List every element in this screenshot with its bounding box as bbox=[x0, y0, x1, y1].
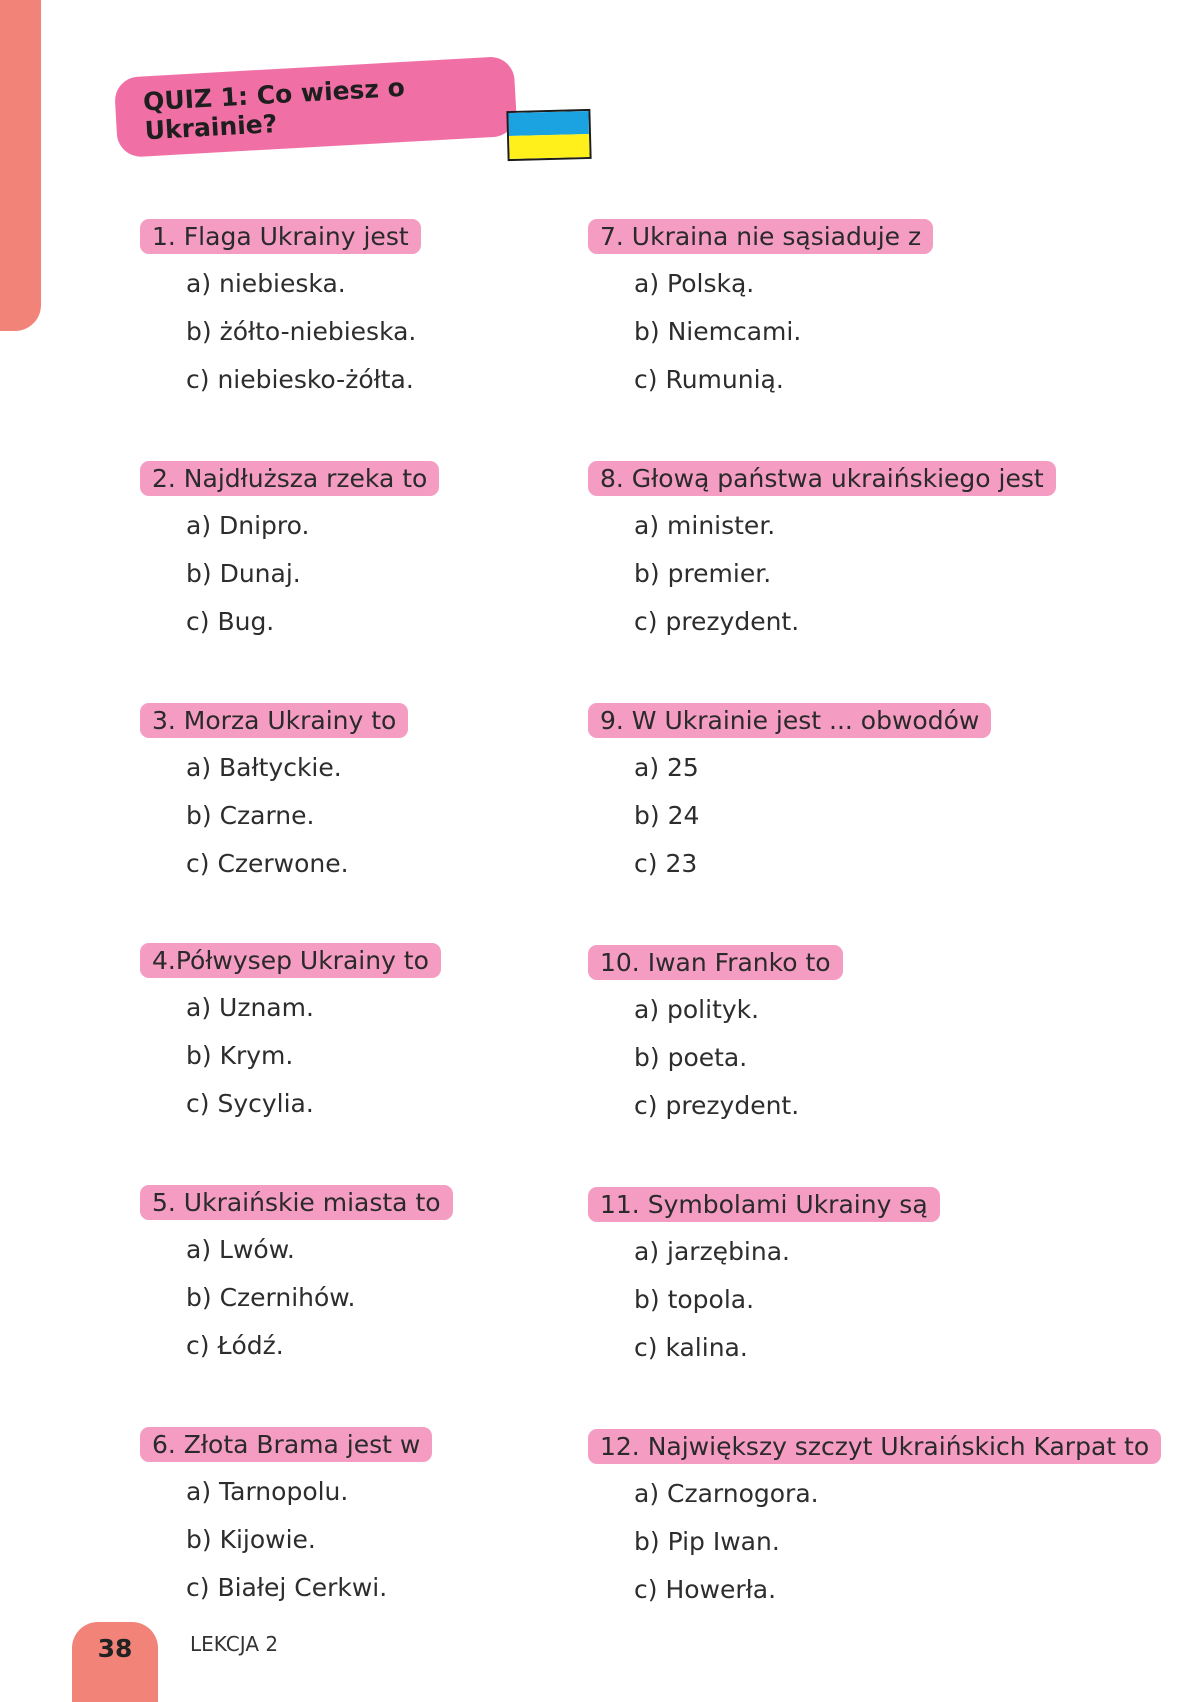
question-label: 7. Ukraina nie sąsiaduje z bbox=[588, 219, 933, 254]
option-a: a) Dnipro. bbox=[186, 511, 310, 540]
option-a: a) polityk. bbox=[634, 995, 760, 1024]
option-c: c) niebiesko-żółta. bbox=[186, 365, 414, 394]
option-c: c) Rumunią. bbox=[634, 365, 784, 394]
option-c: c) 23 bbox=[634, 849, 698, 878]
option-a: a) Lwów. bbox=[186, 1235, 295, 1264]
option-b: b) żółto-niebieska. bbox=[186, 317, 417, 346]
question-label: 12. Największy szczyt Ukraińskich Karpat to bbox=[588, 1429, 1161, 1464]
option-b: b) Krym. bbox=[186, 1041, 294, 1070]
option-b: b) topola. bbox=[634, 1285, 755, 1314]
question-label: 3. Morza Ukrainy to bbox=[140, 703, 408, 738]
option-c: c) Łódź. bbox=[186, 1331, 284, 1360]
question-label: 9. W Ukrainie jest ... obwodów bbox=[588, 703, 991, 738]
option-c: c) Howerła. bbox=[634, 1575, 777, 1604]
option-c: c) kalina. bbox=[634, 1333, 748, 1362]
option-b: b) Pip Iwan. bbox=[634, 1527, 780, 1556]
quiz-title: QUIZ 1: Co wiesz o Ukrainie? bbox=[142, 72, 406, 146]
option-b: b) 24 bbox=[634, 801, 700, 830]
question-label: 4.Półwysep Ukrainy to bbox=[140, 943, 441, 978]
option-b: b) premier. bbox=[634, 559, 772, 588]
option-a: a) Tarnopolu. bbox=[186, 1477, 349, 1506]
page-number: 38 bbox=[97, 1634, 133, 1663]
page-number-tab bbox=[72, 1622, 158, 1702]
option-a: a) Czarnogora. bbox=[634, 1479, 819, 1508]
option-c: c) Bug. bbox=[186, 607, 275, 636]
option-a: a) Polską. bbox=[634, 269, 755, 298]
option-c: c) prezydent. bbox=[634, 1091, 800, 1120]
option-b: b) poeta. bbox=[634, 1043, 748, 1072]
option-b: b) Czarne. bbox=[186, 801, 315, 830]
question-label: 2. Najdłuższa rzeka to bbox=[140, 461, 439, 496]
option-b: b) Czernihów. bbox=[186, 1283, 356, 1312]
question-label: 11. Symbolami Ukrainy są bbox=[588, 1187, 940, 1222]
option-c: c) Czerwone. bbox=[186, 849, 349, 878]
option-b: b) Niemcami. bbox=[634, 317, 802, 346]
question-label: 8. Głową państwa ukraińskiego jest bbox=[588, 461, 1056, 496]
question-label: 6. Złota Brama jest w bbox=[140, 1427, 432, 1462]
option-b: b) Dunaj. bbox=[186, 559, 301, 588]
option-a: a) Uznam. bbox=[186, 993, 314, 1022]
option-c: c) Sycylia. bbox=[186, 1089, 314, 1118]
question-label: 10. Iwan Franko to bbox=[588, 945, 843, 980]
option-a: a) Bałtyckie. bbox=[186, 753, 342, 782]
option-a: a) minister. bbox=[634, 511, 776, 540]
quiz-title-banner bbox=[114, 56, 518, 158]
lesson-label: LEKCJA 2 bbox=[190, 1632, 279, 1656]
flag-blue-stripe bbox=[508, 111, 589, 136]
side-tab bbox=[0, 0, 41, 331]
option-a: a) niebieska. bbox=[186, 269, 346, 298]
ukraine-flag-icon bbox=[506, 109, 591, 161]
flag-yellow-stripe bbox=[509, 134, 590, 159]
option-a: a) 25 bbox=[634, 753, 699, 782]
option-b: b) Kijowie. bbox=[186, 1525, 316, 1554]
option-c: c) Białej Cerkwi. bbox=[186, 1573, 388, 1602]
option-a: a) jarzębina. bbox=[634, 1237, 790, 1266]
question-label: 1. Flaga Ukrainy jest bbox=[140, 219, 421, 254]
option-c: c) prezydent. bbox=[634, 607, 800, 636]
question-label: 5. Ukraińskie miasta to bbox=[140, 1185, 453, 1220]
